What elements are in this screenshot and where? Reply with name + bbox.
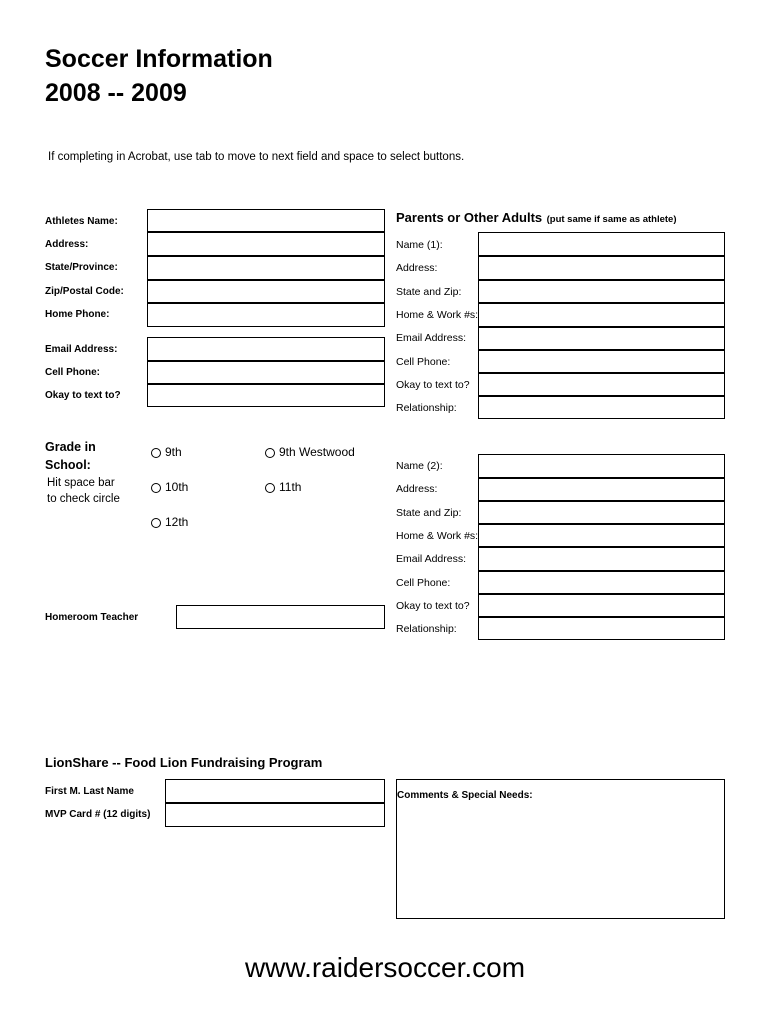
lionshare-card-field[interactable]	[165, 803, 385, 827]
parent1-state-zip-label: State and Zip:	[396, 286, 462, 298]
parent1-name-field[interactable]	[478, 232, 725, 256]
homeroom-field[interactable]	[176, 605, 385, 629]
parent1-relationship-label: Relationship:	[396, 402, 457, 414]
parent1-okay-text-label: Okay to text to?	[396, 379, 470, 391]
athlete-state-label: State/Province:	[45, 262, 118, 273]
comments-label: Comments & Special Needs:	[397, 790, 533, 801]
parent1-okay-text-field[interactable]	[478, 373, 725, 396]
instructions-text: If completing in Acrobat, use tab to move to next field and space to select buttons.	[48, 151, 465, 163]
athlete-email-field[interactable]	[147, 337, 385, 361]
athlete-okay-text-field[interactable]	[147, 384, 385, 407]
grade-label-line1: Grade in	[45, 440, 96, 454]
lionshare-name-field[interactable]	[165, 779, 385, 803]
parent1-email-field[interactable]	[478, 327, 725, 350]
parent1-relationship-field[interactable]	[478, 396, 725, 419]
lionshare-name-label: First M. Last Name	[45, 786, 134, 797]
parent1-address-field[interactable]	[478, 256, 725, 280]
athlete-zip-label: Zip/Postal Code:	[45, 286, 124, 297]
parent2-phones-label: Home & Work #s:	[396, 530, 479, 542]
lionshare-heading: LionShare -- Food Lion Fundraising Program	[45, 755, 323, 770]
athlete-name-label: Athletes Name:	[45, 216, 118, 227]
parent2-cell-field[interactable]	[478, 571, 725, 594]
grade-9th-westwood-label: 9th Westwood	[279, 445, 355, 459]
grade-11th-label: 11th	[279, 480, 302, 494]
athlete-state-field[interactable]	[147, 256, 385, 280]
parent2-relationship-field[interactable]	[478, 617, 725, 640]
grade-hint-line1: Hit space bar	[47, 477, 115, 489]
parent1-cell-field[interactable]	[478, 350, 725, 373]
parent1-state-zip-field[interactable]	[478, 280, 725, 303]
parents-heading-note: (put same if same as athlete)	[546, 214, 677, 225]
grade-hint-line2: to check circle	[47, 493, 120, 505]
parent2-phones-field[interactable]	[478, 524, 725, 547]
athlete-zip-field[interactable]	[147, 280, 385, 303]
comments-field[interactable]	[396, 779, 725, 919]
parent2-cell-label: Cell Phone:	[396, 577, 451, 589]
athlete-cell-field[interactable]	[147, 361, 385, 384]
parents-heading-text: Parents or Other Adults	[396, 210, 543, 225]
footer-url: www.raidersoccer.com	[244, 952, 526, 983]
homeroom-label: Homeroom Teacher	[45, 612, 139, 623]
parent2-okay-text-field[interactable]	[478, 594, 725, 617]
athlete-home-phone-field[interactable]	[147, 303, 385, 327]
athlete-email-label: Email Address:	[45, 344, 118, 355]
parent2-address-label: Address:	[396, 483, 438, 495]
grade-9th-radio[interactable]	[151, 448, 161, 458]
parent1-cell-label: Cell Phone:	[396, 356, 451, 368]
parent2-okay-text-label: Okay to text to?	[396, 600, 470, 612]
grade-12th-label: 12th	[165, 515, 189, 529]
parent1-address-label: Address:	[396, 262, 438, 274]
parent2-email-label: Email Address:	[396, 553, 467, 565]
athlete-address-label: Address:	[45, 239, 89, 250]
page-title-line1: Soccer Information	[45, 45, 273, 73]
athlete-address-field[interactable]	[147, 232, 385, 256]
athlete-home-phone-label: Home Phone:	[45, 309, 110, 320]
parent2-state-zip-label: State and Zip:	[396, 507, 462, 519]
parent2-relationship-label: Relationship:	[396, 623, 457, 635]
parent1-email-label: Email Address:	[396, 332, 467, 344]
grade-label-line2: School:	[45, 458, 91, 472]
parent2-name-field[interactable]	[478, 454, 725, 478]
athlete-okay-text-label: Okay to text to?	[45, 390, 121, 401]
parent1-name-label: Name (1):	[396, 239, 443, 251]
grade-12th-radio[interactable]	[151, 518, 161, 528]
parent2-email-field[interactable]	[478, 547, 725, 571]
parent1-phones-label: Home & Work #s:	[396, 309, 479, 321]
parents-heading	[396, 209, 677, 227]
parent2-address-field[interactable]	[478, 478, 725, 501]
parent1-phones-field[interactable]	[478, 303, 725, 327]
page-title-line2: 2008 -- 2009	[45, 79, 187, 107]
grade-10th-radio[interactable]	[151, 483, 161, 493]
parent2-name-label: Name (2):	[396, 460, 443, 472]
grade-9th-label: 9th	[165, 445, 182, 459]
grade-10th-label: 10th	[165, 480, 189, 494]
athlete-name-field[interactable]	[147, 209, 385, 232]
grade-11th-radio[interactable]	[265, 483, 275, 493]
lionshare-card-label: MVP Card # (12 digits)	[45, 809, 151, 820]
parent2-state-zip-field[interactable]	[478, 501, 725, 524]
grade-9th-westwood-radio[interactable]	[265, 448, 275, 458]
athlete-cell-label: Cell Phone:	[45, 367, 101, 378]
